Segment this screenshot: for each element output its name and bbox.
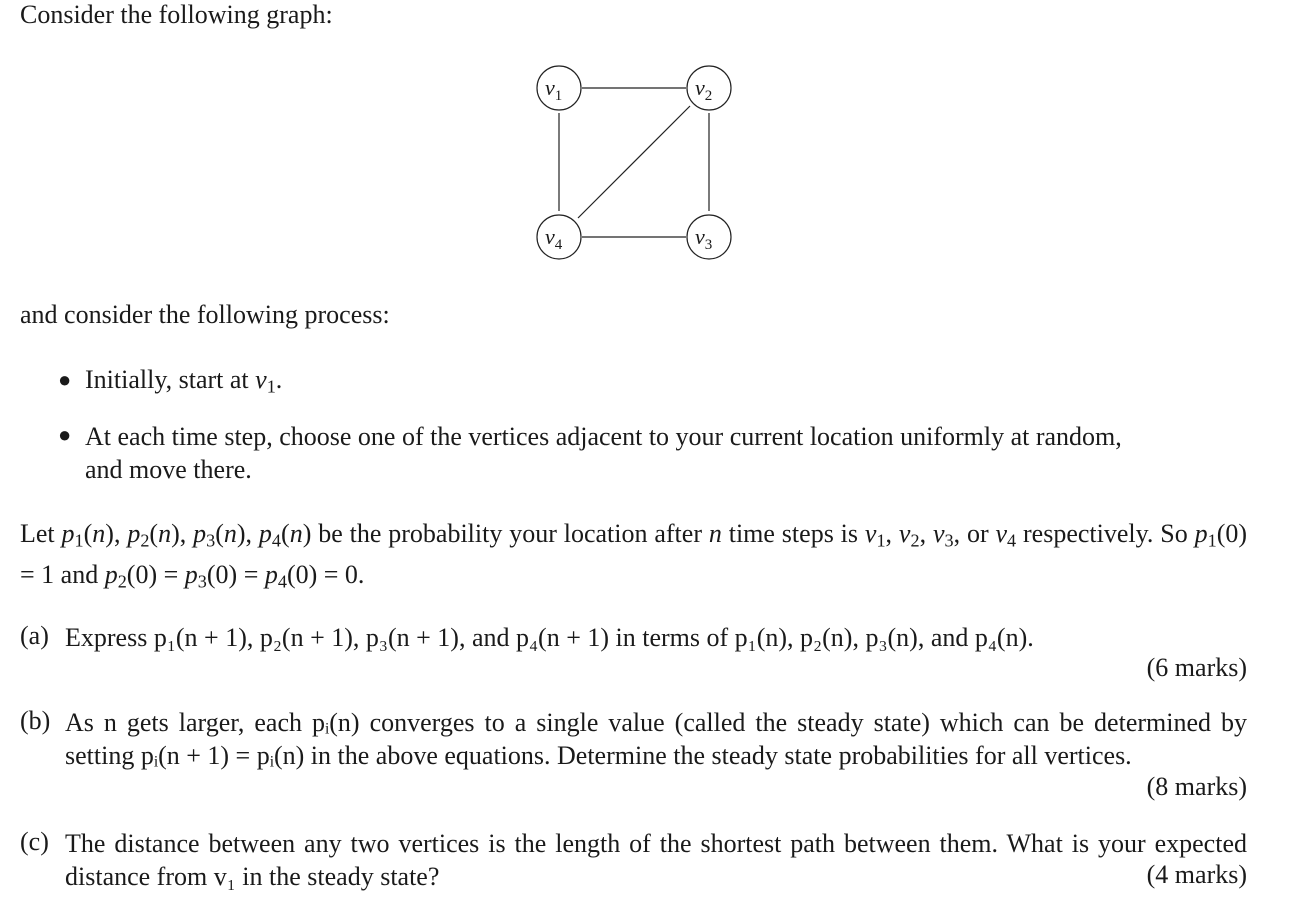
question-a-text: Express p₁(n + 1), p₂(n + 1), p₃(n + 1), and p₄(n + 1) in terms of p₁(n), p₂(n), p₃(n), and p₄(n). bbox=[65, 623, 1034, 652]
question-c-marks: (4 marks) bbox=[1146, 860, 1247, 889]
question-c-label: (c) bbox=[20, 827, 49, 856]
question-a-label: (a) bbox=[20, 621, 49, 650]
vertex-label-v4: $v_4$ bbox=[545, 224, 563, 253]
vertex-label-v1: $v_1$ bbox=[545, 75, 563, 104]
question-b-marks: (8 marks) bbox=[1146, 772, 1247, 801]
question-b-label: (b) bbox=[20, 706, 51, 735]
process-intro: and consider the following process: bbox=[20, 300, 390, 329]
vertex-label-v2: $v_2$ bbox=[695, 75, 713, 104]
vertex-label-v3: $v_3$ bbox=[695, 224, 713, 253]
question-b-text: As n gets larger, each pᵢ(n) converges to a single value (called the steady state) which can be determined by setting pᵢ(n + 1) = pᵢ(n) in the above equations. Determine the steady state probabilities for all vertices. bbox=[65, 708, 1247, 770]
bullet-initial: Initially, start at $v_1$. bbox=[85, 365, 283, 397]
bullet-dot: ● bbox=[58, 422, 72, 447]
bullet-dot: ● bbox=[58, 367, 72, 392]
bullet-step: At each time step, choose one of the vertices adjacent to your current location uniformly at random, and move there. bbox=[85, 422, 1122, 484]
question-a-marks: (6 marks) bbox=[1146, 653, 1247, 682]
definition-paragraph: Let $p_1(n)$, $p_2(n)$, $p_3(n)$, $p_4(n)$ be the probability your location after n time steps is $v_1$, $v_2$, $v_3$, or $v_4$ respectively. So $p_1(0) = 1$ and $p_2(0) = p_3(0) = p_4(0) = 0$. bbox=[20, 519, 1248, 592]
edge-v2-v4 bbox=[578, 106, 690, 218]
intro-text: Consider the following graph: bbox=[20, 0, 333, 29]
graph-diagram bbox=[520, 55, 750, 270]
question-c-text: The distance between any two vertices is the length of the shortest path between them. What is your expected distance from v₁ in the steady state? bbox=[65, 829, 1247, 891]
